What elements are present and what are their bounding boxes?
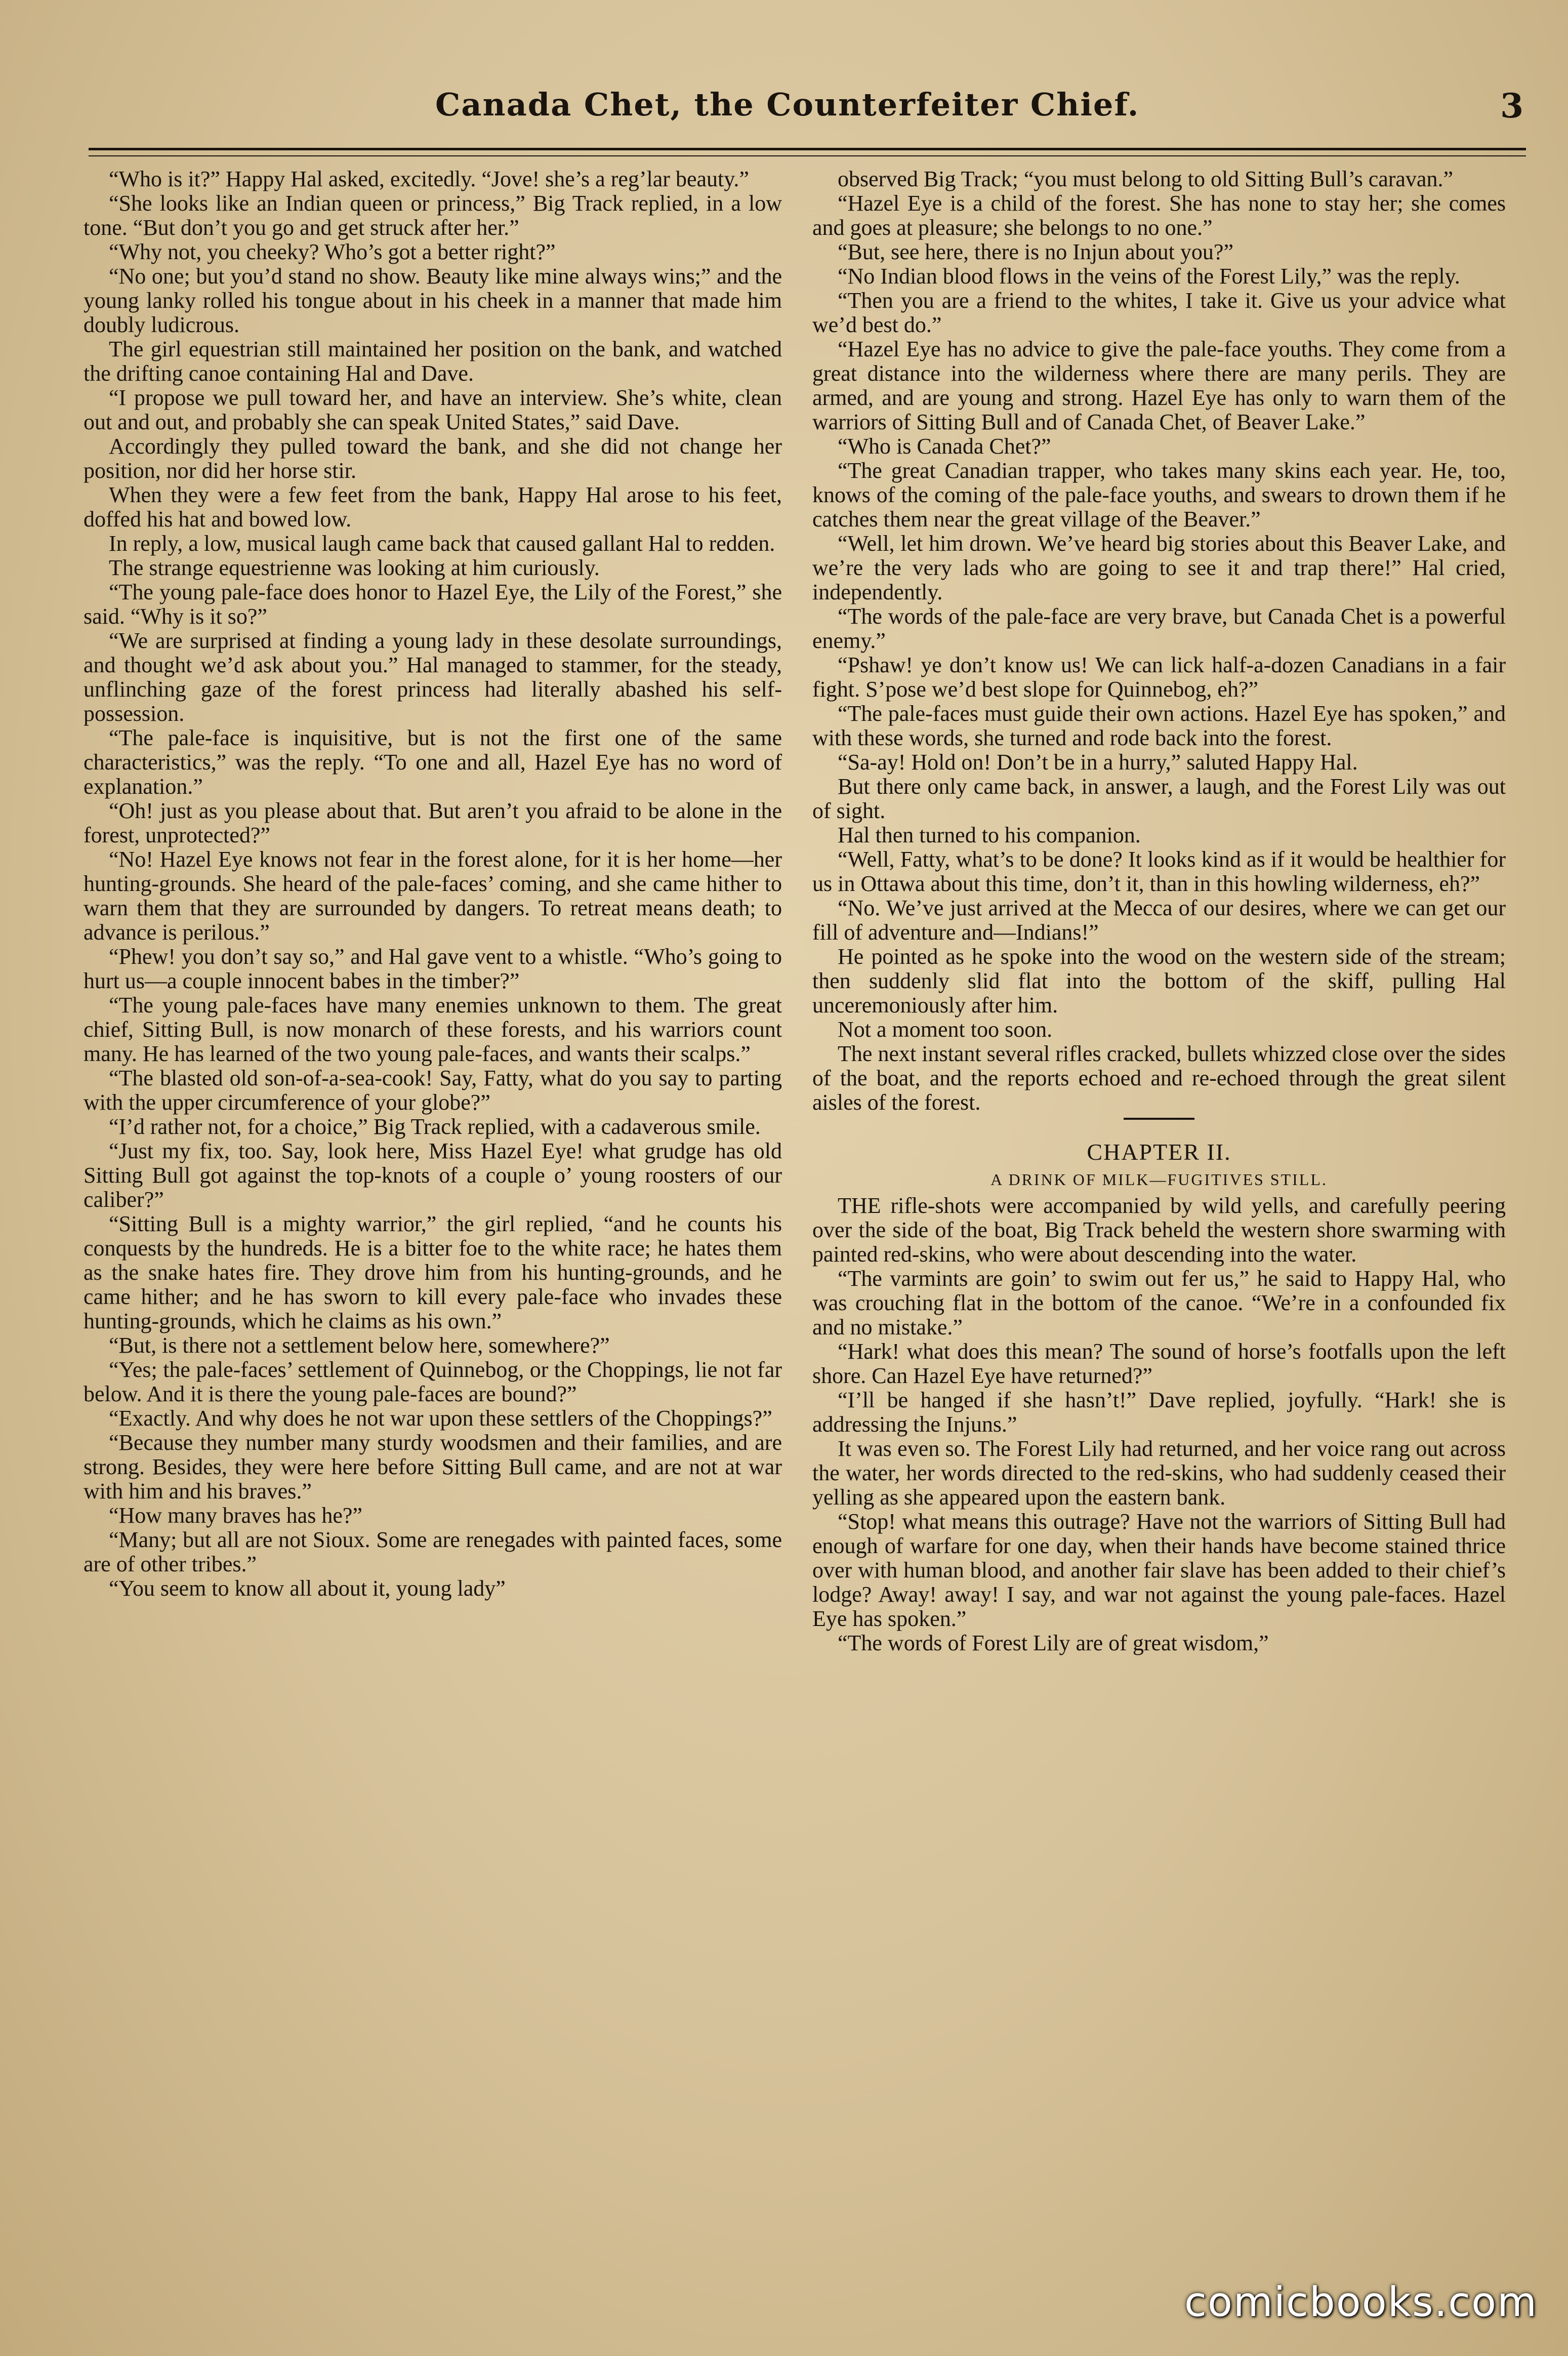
paragraph: In reply, a low, musical laugh came back that caused gallant Hal to redden. xyxy=(109,531,775,556)
paragraph: The girl equestrian still maintained her position on the bank, and watched the drifting canoe containing Hal and Dave. xyxy=(84,337,782,386)
paragraph: “I’ll be hanged if she hasn’t!” Dave replied, joyfully. “Hark! she is addressing the Injuns.” xyxy=(812,1388,1506,1437)
paragraph: “No! Hazel Eye knows not fear in the forest alone, for it is her home—her hunting-grounds. She heard of the pale-faces’ coming, and she came hither to warn them that they are surrounded by dangers. To retreat means death; to advance is perilous.” xyxy=(84,847,782,945)
paragraph: “But, is there not a settlement below here, somewhere?” xyxy=(109,1333,610,1358)
paragraph: “Hazel Eye is a child of the forest. She has none to stay her; she comes and goes at pleasure; she belongs to no one.” xyxy=(812,191,1506,240)
right-column-after-chapter xyxy=(812,1194,1506,1655)
paragraph: observed Big Track; “you must belong to old Sitting Bull’s caravan.” xyxy=(838,167,1453,191)
paragraph: “Why not, you cheeky? Who’s got a better right?” xyxy=(109,239,556,264)
paragraph: “We are surprised at finding a young lady in these desolate surroundings, and thought we’d ask about you.” Hal managed to stammer, for the steady, unflinching gaze of the forest princess had literally abashed his self-possession. xyxy=(84,628,782,726)
paragraph: “No. We’ve just arrived at the Mecca of our desires, where we can get our fill of adventure and—Indians!” xyxy=(812,896,1506,945)
paragraph: “The young pale-faces have many enemies unknown to them. The great chief, Sitting Bull, is now monarch of these forests, and his warriors count many. He has learned of the two young pale-faces, and wants their scalps.” xyxy=(84,993,782,1066)
paragraph: “Sa-ay! Hold on! Don’t be in a hurry,” saluted Happy Hal. xyxy=(838,750,1358,775)
paragraph: “Pshaw! ye don’t know us! We can lick half-a-dozen Canadians in a fair fight. S’pose we’d best slope for Quinnebog, eh?” xyxy=(812,653,1506,702)
header-rule xyxy=(89,148,1526,156)
paragraph: “No Indian blood flows in the veins of the Forest Lily,” was the reply. xyxy=(838,264,1460,289)
paragraph: “Exactly. And why does he not war upon these settlers of the Choppings?” xyxy=(109,1406,772,1431)
paragraph: “Just my fix, too. Say, look here, Miss Hazel Eye! what grudge has old Sitting Bull got against the top-knots of a couple o’ young roosters of our caliber?” xyxy=(84,1139,782,1212)
paragraph: “She looks like an Indian queen or princess,” Big Track replied, in a low tone. “But don’t you go and get struck after her.” xyxy=(84,191,782,240)
paragraph: “Phew! you don’t say so,” and Hal gave vent to a whistle. “Who’s going to hurt us—a couple innocent babes in the timber?” xyxy=(84,944,782,993)
right-column xyxy=(812,167,1506,1655)
paragraph: Not a moment too soon. xyxy=(838,1017,1053,1042)
right-column-before-chapter xyxy=(812,167,1506,1115)
chapter-subtitle: A DRINK OF MILK—FUGITIVES STILL. xyxy=(991,1170,1328,1189)
paragraph: “Many; but all are not Sioux. Some are renegades with painted faces, some are of other tribes.” xyxy=(84,1527,782,1576)
paragraph: “The words of Forest Lily are of great wisdom,” xyxy=(838,1631,1269,1655)
paragraph: “Yes; the pale-faces’ settlement of Quinnebog, or the Choppings, lie not far below. And it is there the young pale-faces are bound?” xyxy=(84,1357,782,1406)
paragraph: “Well, Fatty, what’s to be done? It looks kind as if it would be healthier for us in Ottawa about this time, don’t it, than in this howling wilderness, eh?” xyxy=(812,847,1506,896)
paragraph: “Stop! what means this outrage? Have not the warriors of Sitting Bull had enough of warfare for one day, when their hands have become stained thrice over with human blood, and another fair slave has been added to their chief’s lodge? Away! away! I say, and war not against the young pale-faces. Hazel Eye has spoken.” xyxy=(812,1509,1506,1631)
section-break-rule xyxy=(1124,1118,1194,1120)
paragraph: Accordingly they pulled toward the bank, and she did not change her position, nor did her horse stir. xyxy=(84,434,782,483)
paragraph: “The pale-faces must guide their own actions. Hazel Eye has spoken,” and with these words, she turned and rode back into the forest. xyxy=(812,701,1506,750)
paragraph: “I’d rather not, for a choice,” Big Track replied, with a cadaverous smile. xyxy=(109,1114,761,1139)
paragraph: “Who is Canada Chet?” xyxy=(838,434,1051,459)
paragraph: “I propose we pull toward her, and have an interview. She’s white, clean out and out, and probably she can speak United States,” said Dave. xyxy=(84,385,782,434)
page-header xyxy=(91,86,1523,132)
chapter-title: CHAPTER II. xyxy=(1087,1139,1231,1165)
paragraph: The next instant several rifles cracked, bullets whizzed close over the sides of the boat, and the reports echoed and re-echoed through the great silent aisles of the forest. xyxy=(812,1041,1506,1115)
left-column xyxy=(84,167,782,1601)
paragraph: “The blasted old son-of-a-sea-cook! Say, Fatty, what do you say to parting with the upper circumference of your globe?” xyxy=(84,1066,782,1115)
page-number: 3 xyxy=(1500,86,1523,126)
paragraph: “Sitting Bull is a mighty warrior,” the girl replied, “and he counts his conquests by the hundreds. He is a bitter foe to the white race; he hates them as the snake hates fire. They drove him from his hunting-grounds, and he came hither; and he has sworn to kill every pale-face who invades these hunting-grounds, which he claims as his own.” xyxy=(84,1211,782,1333)
paragraph: “No one; but you’d stand no show. Beauty like mine always wins;” and the young lanky rolled his tongue about in his cheek in a manner that made him doubly ludicrous. xyxy=(84,264,782,337)
paragraph: “The great Canadian trapper, who takes many skins each year. He, too, knows of the coming of the pale-face youths, and swears to drown them if he catches them near the great village of the Beaver.” xyxy=(812,458,1506,532)
running-title: Canada Chet, the Counterfeiter Chief. xyxy=(435,86,1140,123)
paragraph: “Who is it?” Happy Hal asked, excitedly. “Jove! she’s a reg’lar beauty.” xyxy=(109,167,749,191)
paragraph: “How many braves has he?” xyxy=(109,1503,362,1528)
paragraph: “Hazel Eye has no advice to give the pale-face youths. They come from a great distance into the wilderness where there are many perils. They are armed, and are young and strong. Hazel Eye has only to warn them of the warriors of Sitting Bull and of Canada Chet, of Beaver Lake.” xyxy=(812,337,1506,434)
paragraph: “But, see here, there is no Injun about you?” xyxy=(838,239,1233,264)
paragraph: Hal then turned to his companion. xyxy=(838,823,1141,847)
paragraph: “Hark! what does this mean? The sound of horse’s footfalls upon the left shore. Can Hazel Eye have returned?” xyxy=(812,1339,1506,1388)
watermark: comicbooks.com xyxy=(1184,2279,1538,2326)
paragraph: But there only came back, in answer, a laugh, and the Forest Lily was out of sight. xyxy=(812,774,1506,823)
paragraph: It was even so. The Forest Lily had returned, and her voice rang out across the water, her words directed to the red-skins, who had suddenly ceased their yelling as she appeared upon the eastern bank. xyxy=(812,1436,1506,1510)
paragraph: When they were a few feet from the bank, Happy Hal arose to his feet, doffed his hat and bowed low. xyxy=(84,482,782,532)
paragraph: He pointed as he spoke into the wood on the western side of the stream; then suddenly slid flat into the bottom of the skiff, pulling Hal unceremoniously after him. xyxy=(812,944,1506,1018)
paragraph: “Because they number many sturdy woodsmen and their families, and are strong. Besides, they were here before Sitting Bull came, and are not at war with him and his braves.” xyxy=(84,1430,782,1504)
paragraph: “The pale-face is inquisitive, but is not the first one of the same characteristics,” was the reply. “To one and all, Hazel Eye has no word of explanation.” xyxy=(84,725,782,799)
paragraph: “Oh! just as you please about that. But aren’t you afraid to be alone in the forest, unprotected?” xyxy=(84,798,782,847)
paragraph: The strange equestrienne was looking at him curiously. xyxy=(109,555,600,580)
paragraph: “The varmints are goin’ to swim out fer us,” he said to Happy Hal, who was crouching flat in the bottom of the canoe. “We’re in a confounded fix and no mistake.” xyxy=(812,1266,1506,1339)
paragraph: “Then you are a friend to the whites, I take it. Give us your advice what we’d best do.” xyxy=(812,288,1506,337)
paragraph: “The words of the pale-face are very brave, but Canada Chet is a powerful enemy.” xyxy=(812,604,1506,653)
paragraph: THE rifle-shots were accompanied by wild yells, and carefully peering over the side of the boat, Big Track beheld the western shore swarming with painted red-skins, who were about descending into the water. xyxy=(812,1193,1506,1267)
paragraph: “The young pale-face does honor to Hazel Eye, the Lily of the Forest,” she said. “Why is it so?” xyxy=(84,580,782,629)
paragraph: “Well, let him drown. We’ve heard big stories about this Beaver Lake, and we’re the very lads who are going to see it and trap there!” Hal cried, independently. xyxy=(812,531,1506,604)
paragraph: “You seem to know all about it, young lady” xyxy=(109,1576,506,1601)
